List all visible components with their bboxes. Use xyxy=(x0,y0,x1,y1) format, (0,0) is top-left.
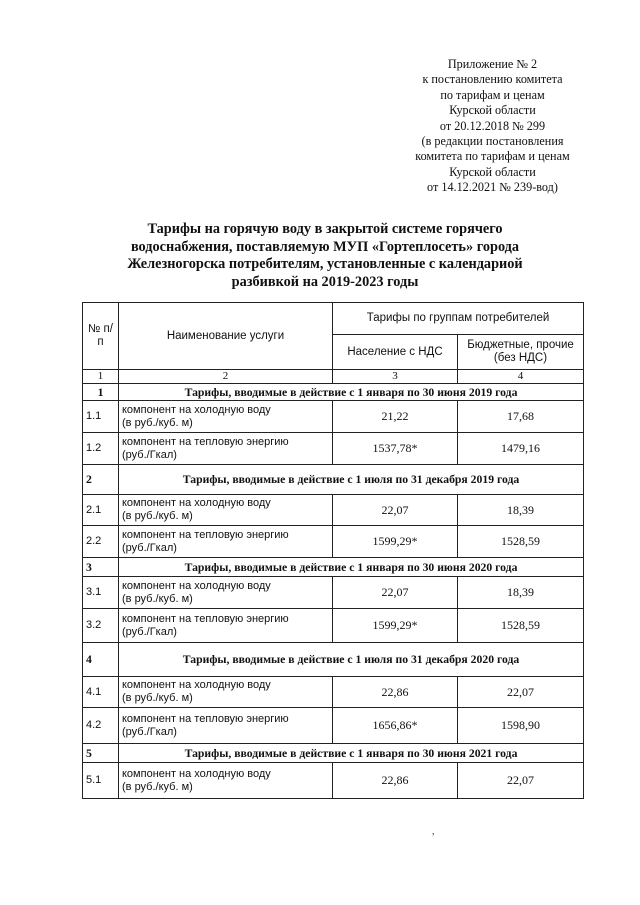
appendix-block xyxy=(400,57,585,196)
service-line: компонент на тепловую энергию xyxy=(122,712,289,725)
page-mark: , xyxy=(432,826,435,837)
row-service xyxy=(119,495,333,526)
table-row xyxy=(83,577,584,609)
budget-value: 1479,16 xyxy=(458,433,584,465)
index-cell: 1 xyxy=(83,370,119,384)
section-row xyxy=(83,465,584,495)
service-line: компонент на тепловую энергию xyxy=(122,435,289,448)
index-cell: 3 xyxy=(333,370,458,384)
header-service: Наименование услуги xyxy=(119,303,333,370)
population-value: 1656,86* xyxy=(333,708,458,744)
row-service xyxy=(119,763,333,799)
row-service xyxy=(119,609,333,643)
service-line: (в руб./куб. м) xyxy=(122,510,193,522)
row-service xyxy=(119,708,333,744)
appendix-line: Приложение № 2 xyxy=(447,57,538,71)
service-line: компонент на холодную воду xyxy=(122,767,271,780)
table-row xyxy=(83,495,584,526)
row-num: 4.2 xyxy=(83,708,119,744)
population-value: 22,86 xyxy=(333,763,458,799)
section-title: Тарифы, вводимые в действие с 1 января по 30 июня 2019 года xyxy=(119,384,584,401)
index-cell: 4 xyxy=(458,370,584,384)
budget-value: 22,07 xyxy=(458,763,584,799)
appendix-line: (в редакции постановления xyxy=(421,134,564,149)
service-line: компонент на холодную воду xyxy=(122,403,271,416)
header-budget: Бюджетные, прочие (без НДС) xyxy=(458,335,584,370)
section-title: Тарифы, вводимые в действие с 1 июля по 31 декабря 2019 года xyxy=(119,465,584,495)
row-service xyxy=(119,577,333,609)
row-num: 3.1 xyxy=(83,577,119,609)
budget-value: 22,07 xyxy=(458,677,584,708)
table-row xyxy=(83,433,584,465)
row-service xyxy=(119,433,333,465)
table-row xyxy=(83,609,584,643)
service-line: (руб./Гкал) xyxy=(122,448,177,461)
section-num: 5 xyxy=(83,744,119,763)
service-line: (в руб./куб. м) xyxy=(122,592,193,605)
appendix-line: Курской области xyxy=(449,103,536,118)
service-line: компонент на холодную воду xyxy=(122,579,271,592)
service-line: (руб./Гкал) xyxy=(122,625,177,638)
section-num: 3 xyxy=(83,558,119,577)
appendix-line: Курской области xyxy=(449,164,536,179)
table-row xyxy=(83,708,584,744)
section-title: Тарифы, вводимые в действие с 1 июля по 31 декабря 2020 года xyxy=(119,643,584,677)
row-num: 3.2 xyxy=(83,609,119,643)
appendix-line: от 14.12.2021 № 239-вод) xyxy=(427,180,558,195)
row-num: 2.1 xyxy=(83,495,119,526)
population-value: 22,86 xyxy=(333,677,458,708)
section-title: Тарифы, вводимые в действие с 1 января по 30 июня 2020 года xyxy=(119,558,584,577)
population-value: 1599,29* xyxy=(333,526,458,558)
service-line: компонент на холодную воду xyxy=(122,497,271,509)
service-line: компонент на тепловую энергию xyxy=(122,612,289,625)
row-num: 4.1 xyxy=(83,677,119,708)
population-value: 22,07 xyxy=(333,577,458,609)
section-row xyxy=(83,744,584,763)
population-value: 21,22 xyxy=(333,401,458,433)
section-row xyxy=(83,384,584,401)
row-service xyxy=(119,677,333,708)
table-row xyxy=(83,401,584,433)
service-line: (в руб./куб. м) xyxy=(122,692,193,704)
section-row xyxy=(83,643,584,677)
section-row xyxy=(83,558,584,577)
header-num: № п/п xyxy=(83,303,119,370)
table-row xyxy=(83,763,584,799)
section-num: 4 xyxy=(83,643,119,677)
budget-value: 1528,59 xyxy=(458,609,584,643)
budget-value: 1598,90 xyxy=(458,708,584,744)
section-title: Тарифы, вводимые в действие с 1 января по 30 июня 2021 года xyxy=(119,744,584,763)
service-line: компонент на холодную воду xyxy=(122,679,271,691)
budget-value: 18,39 xyxy=(458,577,584,609)
section-num: 2 xyxy=(83,465,119,495)
row-num: 2.2 xyxy=(83,526,119,558)
row-num: 5.1 xyxy=(83,763,119,799)
header-population: Население с НДС xyxy=(333,335,458,370)
table-row xyxy=(83,526,584,558)
section-num: 1 xyxy=(83,384,119,401)
appendix-line: комитета по тарифам и ценам xyxy=(415,149,570,164)
row-num: 1.1 xyxy=(83,401,119,433)
population-value: 22,07 xyxy=(333,495,458,526)
population-value: 1537,78* xyxy=(333,433,458,465)
row-service xyxy=(119,526,333,558)
document-title: Тарифы на горячую воду в закрытой системе горячего водоснабжения, поставляемую МУП «Гортеплосеть» города Железногорска потребителям, установленные с календариой разбивкой на 2019-2023 годы xyxy=(127,221,523,290)
service-line: (в руб./куб. м) xyxy=(122,780,193,793)
table-row xyxy=(83,677,584,708)
service-line: (руб./Гкал) xyxy=(122,725,177,738)
row-num: 1.2 xyxy=(83,433,119,465)
budget-value: 1528,59 xyxy=(458,526,584,558)
appendix-line: к постановлению комитета xyxy=(422,72,563,87)
service-line: компонент на тепловую энергию xyxy=(122,528,289,541)
tariffs-table xyxy=(82,302,584,799)
budget-value: 17,68 xyxy=(458,401,584,433)
index-cell: 2 xyxy=(119,370,333,384)
service-line: (в руб./куб. м) xyxy=(122,416,193,429)
population-value: 1599,29* xyxy=(333,609,458,643)
header-groups: Тарифы по группам потребителей xyxy=(333,303,584,335)
appendix-line: по тарифам и ценам xyxy=(440,87,545,102)
row-service xyxy=(119,401,333,433)
service-line: (руб./Гкал) xyxy=(122,541,177,554)
appendix-line: от 20.12.2018 № 299 xyxy=(439,118,546,133)
budget-value: 18,39 xyxy=(458,495,584,526)
